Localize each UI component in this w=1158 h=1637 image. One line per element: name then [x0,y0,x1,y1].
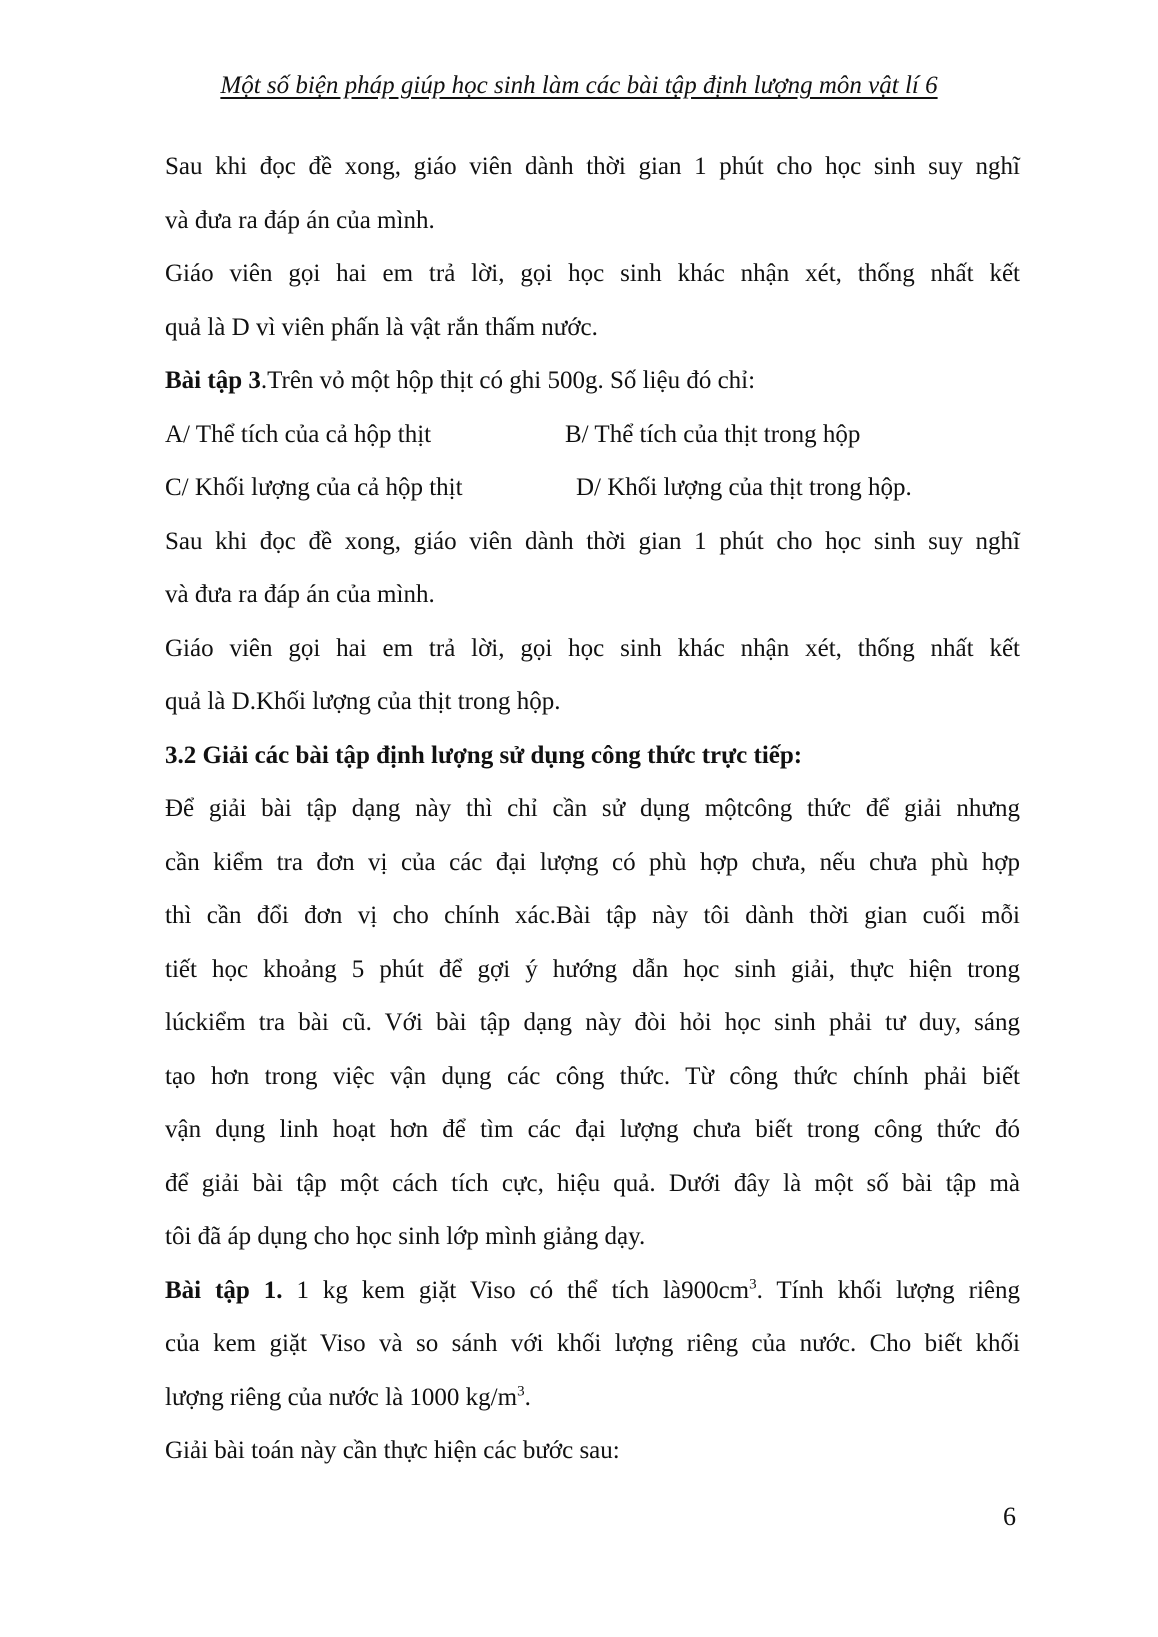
option-b: B/ Thể tích của thịt trong hộp [565,420,861,448]
section-heading [165,729,1020,783]
paragraph-line: lúckiểm tra bài cũ. Với bài tập dạng này đòi hỏi học sinh phải tư duy, sáng [165,1009,1020,1036]
paragraph-line: Giáo viên gọi hai em trả lời, gọi học sinh khác nhận xét, thống nhất kết [165,634,1020,662]
paragraph-line: của kem giặt Viso và so sánh với khối lượng riêng của nước. Cho biết khối [165,1330,1020,1357]
exercise-1-tail: . Tính khối lượng riêng [756,1276,1021,1304]
paragraph-line: thì cần đổi đơn vị cho chính xác.Bài tập này tôi dành thời gian cuối mỗi [165,902,1020,929]
exercise-1-line-3-tail: . [524,1383,531,1411]
paragraph-line: để giải bài tập một cách tích cực, hiệu quả. Dưới đây là một số bài tập mà [165,1169,1020,1197]
exercise-1-text: 1 kg kem giặt Viso có thể tích là900cm [282,1276,750,1304]
paragraph-line: quả là D vì viên phấn là vật rắn thấm nước. [165,313,598,341]
section-heading-text: 3.2 Giải các bài tập định lượng sử dụng công thức trực tiếp: [165,741,803,769]
paragraph-line: tiết học khoảng 5 phút để gợi ý hướng dẫn học sinh giải, thực hiện trong [165,955,1020,983]
exercise-1-line-1 [165,1264,1020,1318]
exercise-3-text: .Trên vỏ một hộp thịt có ghi 500g. Số liệu đó chỉ: [260,367,756,394]
paragraph-line: Giải bài toán này cần thực hiện các bước sau: [165,1437,620,1464]
paragraph-line: và đưa ra đáp án của mình. [165,206,435,234]
paragraph-line: Sau khi đọc đề xong, giáo viên dành thời gian 1 phút cho học sinh suy nghĩ [165,153,1020,180]
option-a: A/ Thể tích của cả hộp thịt [165,420,432,448]
paragraph-line: quả là D.Khối lượng của thịt trong hộp. [165,688,561,715]
page-header: Một số biện pháp giúp học sinh làm các bài tập định lượng môn vật lí 6 [220,72,938,99]
superscript: 3 [749,1276,757,1293]
exercise-3-options-row-2 [165,461,1020,515]
paragraph-line: và đưa ra đáp án của mình. [165,581,435,608]
paragraph-line: cần kiểm tra đơn vị của các đại lượng có phù hợp chưa, nếu chưa phù hợp [165,848,1020,876]
exercise-1-label: Bài tập 1. [165,1276,283,1304]
exercise-1-line-3 [165,1371,1020,1425]
option-d: D/ Khối lượng của thịt trong hộp. [576,474,912,501]
exercise-3-options-row-1 [165,408,1020,462]
exercise-1-line-3-text: lượng riêng của nước là 1000 kg/m [165,1383,518,1411]
paragraph-line: vận dụng linh hoạt hơn để tìm các đại lượng chưa biết trong công thức đó [165,1116,1020,1143]
paragraph-line: Để giải bài tập dạng này thì chỉ cần sử dụng mộtcông thức để giải nhưng [165,795,1020,822]
exercise-3-label: Bài tập 3 [165,367,261,394]
exercise-3-question [165,354,1020,408]
document-body [165,140,1020,1478]
paragraph-line: Sau khi đọc đề xong, giáo viên dành thời gian 1 phút cho học sinh suy nghĩ [165,527,1020,555]
paragraph-line: tạo hơn trong việc vận dụng các công thức. Từ công thức chính phải biết [165,1062,1020,1090]
option-c: C/ Khối lượng của cả hộp thịt [165,474,463,501]
superscript: 3 [517,1383,525,1400]
paragraph-line: tôi đã áp dụng cho học sinh lớp mình giảng dạy. [165,1223,646,1250]
paragraph-line: Giáo viên gọi hai em trả lời, gọi học sinh khác nhận xét, thống nhất kết [165,260,1020,287]
page-number: 6 [1003,1502,1016,1531]
